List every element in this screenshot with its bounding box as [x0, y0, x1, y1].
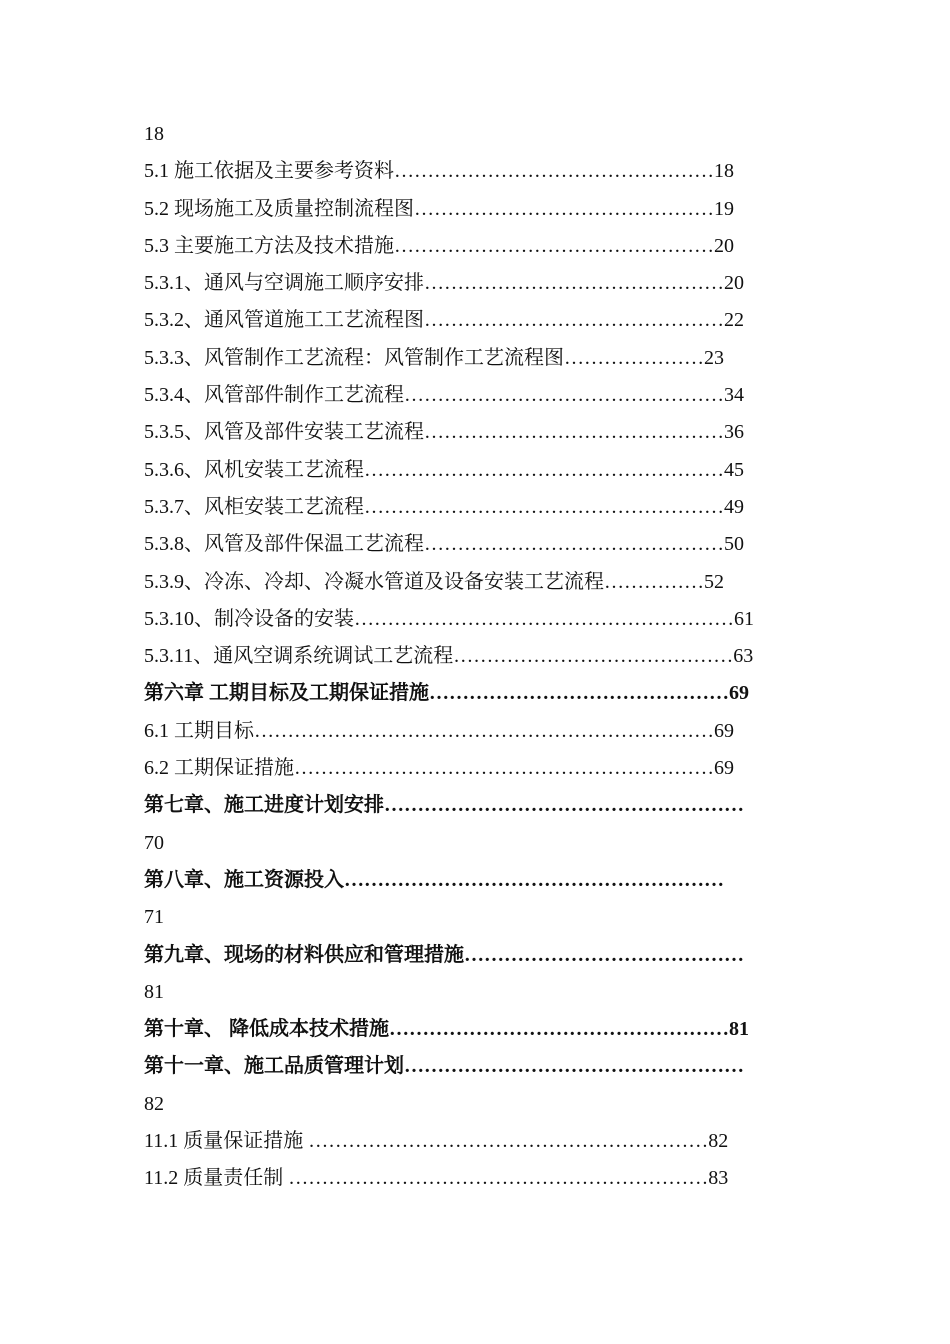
toc-line: 第十一章、施工品质管理计划…………………………………………… [144, 1055, 744, 1078]
toc-line: 5.3.2、通风管道施工工艺流程图………………………………………22 [144, 309, 744, 332]
toc-line: 70 [144, 831, 164, 854]
toc-line: 5.3.6、风机安装工艺流程………………………………………………45 [144, 458, 744, 481]
toc-line: 第八章、施工资源投入………………………………………………… [144, 868, 724, 891]
toc-line: 第六章 工期目标及工期保证措施………………………………………69 [144, 682, 749, 705]
toc-line: 第七章、施工进度计划安排……………………………………………… [144, 794, 744, 817]
toc-line: 5.3.8、风管及部件保温工艺流程………………………………………50 [144, 533, 744, 556]
toc-line: 71 [144, 906, 164, 929]
toc-line: 18 [144, 123, 164, 145]
table-of-contents [144, 116, 809, 1198]
toc-line: 5.3.1、通风与空调施工顺序安排………………………………………20 [144, 272, 744, 295]
toc-line: 6.1 工期目标……………………………………………………………69 [144, 719, 734, 742]
toc-line: 第九章、现场的材料供应和管理措施…………………………………… [144, 943, 744, 966]
toc-line: 82 [144, 1092, 164, 1115]
toc-line: 5.3.4、风管部件制作工艺流程…………………………………………34 [144, 384, 744, 407]
toc-line: 5.3.3、风管制作工艺流程：风管制作工艺流程图…………………23 [144, 346, 724, 369]
toc-line: 5.3.10、制冷设备的安装…………………………………………………61 [144, 607, 754, 630]
toc-line: 5.3.7、风柜安装工艺流程………………………………………………49 [144, 495, 744, 518]
toc-line: 11.2 质量责任制 ………………………………………………………83 [144, 1167, 729, 1190]
toc-line: 5.3.5、风管及部件安装工艺流程………………………………………36 [144, 421, 744, 444]
toc-line: 5.3 主要施工方法及技术措施…………………………………………20 [144, 234, 734, 257]
toc-line: 81 [144, 980, 164, 1003]
toc-line: 5.3.11、通风空调系统调试工艺流程……………………………………63 [144, 645, 754, 668]
toc-line: 5.3.9、冷冻、冷却、冷凝水管道及设备安装工艺流程……………52 [144, 570, 724, 593]
toc-line: 第十章、 降低成本技术措施……………………………………………81 [144, 1018, 749, 1041]
toc-line: 6.2 工期保证措施………………………………………………………69 [144, 757, 734, 780]
toc-line: 5.2 现场施工及质量控制流程图………………………………………19 [144, 197, 734, 220]
toc-line: 5.1 施工依据及主要参考资料…………………………………………18 [144, 160, 734, 183]
toc-line: 11.1 质量保证措施 ……………………………………………………82 [144, 1130, 729, 1153]
